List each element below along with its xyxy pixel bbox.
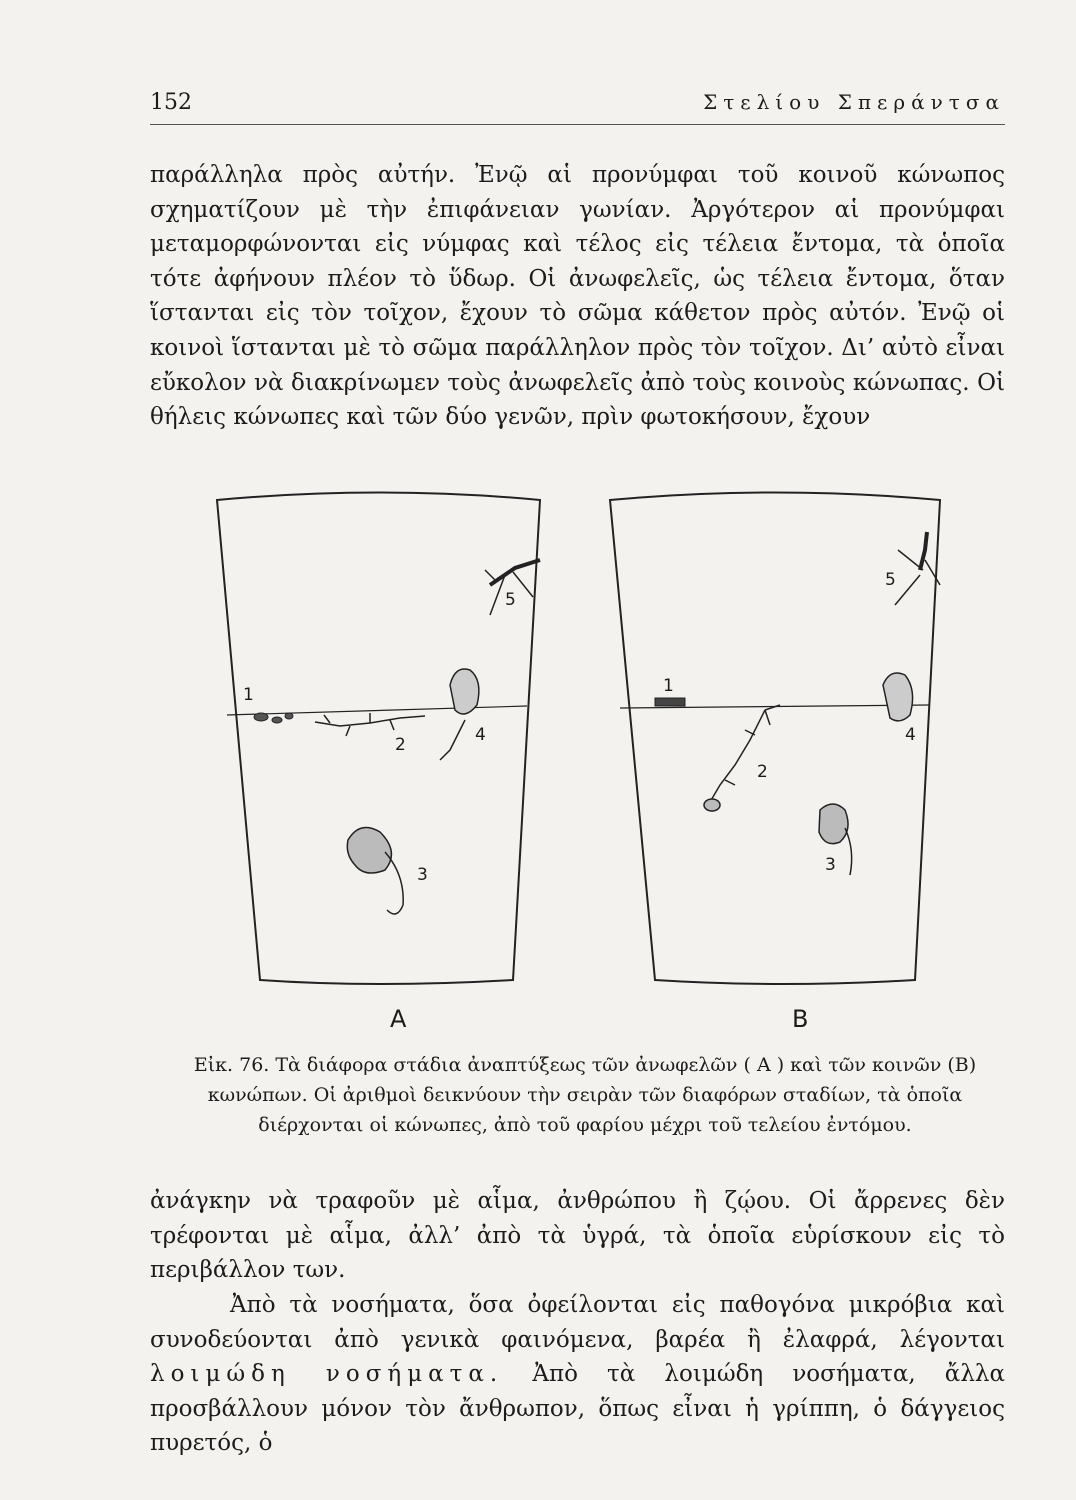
running-head: Στελίου Σπεράντσα xyxy=(703,90,1005,114)
paragraph-bottom-end: Ἀπὸ τὰ λοιμώδη νοσήματα, ἄλλα προσβάλλουν μόνον τὸν ἄνθρωπον, ὅπως εἶναι ἡ γρίππη, ὁ δάγγειος πυρετός, ὁ xyxy=(150,1361,1006,1457)
paragraph-middle: ἀνάγκην νὰ τραφοῦν μὲ αἷμα, ἀνθρώπου ἢ ζῴου. Οἱ ἄρρενες δὲν τρέφονται μὲ αἷμα, ἀλλ’ ἀπὸ τὰ ὑγρά, τὰ ὁποῖα εὑρίσκουν εἰς τὸ περιβάλλον των. xyxy=(150,1188,1005,1284)
paragraph-bottom xyxy=(150,1288,1005,1461)
stage-number-a-3: 3 xyxy=(417,865,428,885)
paragraph-bottom-start: Ἀπὸ τὰ νοσήματα, ὅσα ὀφείλονται εἰς παθογόνα μικρόβια καὶ συνοδεύονται ἀπὸ γενικὰ φαινόμενα, βαρέα ἢ ἐλαφρά, λέγονται xyxy=(150,1292,1005,1353)
term-loimodi-nosimata: λοιμώδη νοσήματα. xyxy=(150,1361,504,1388)
figure-illustration xyxy=(165,480,1025,1040)
anopheles-egg-stage xyxy=(254,713,293,723)
stage-number-a-1: 1 xyxy=(243,685,254,705)
panel-label-a: A xyxy=(390,1005,407,1033)
header-rule xyxy=(150,124,1005,125)
stage-number-b-5: 5 xyxy=(885,570,896,590)
anopheles-larva xyxy=(315,713,425,736)
panel-label-b: B xyxy=(792,1005,809,1033)
figure-caption: Εἰκ. 76. Τὰ διάφορα στάδια ἀναπτύξεως τῶν ἀνωφελῶν ( A ) καὶ τῶν κοινῶν (B) κωνώπων. Οἱ ἀριθμοὶ δεικνύουν τὴν σειρὰν τῶν διαφόρων σταδίων, τὰ ὁποῖα διέρχονται οἱ κώνωπες, ἀπὸ τοῦ φαρίου μέχρι τοῦ τελείου ἐντόμου. xyxy=(193,1054,977,1136)
stage-number-a-5: 5 xyxy=(505,590,516,610)
page-number: 152 xyxy=(150,90,192,115)
stage-number-b-1: 1 xyxy=(663,676,674,696)
glass-b xyxy=(610,493,940,985)
stage-number-a-4: 4 xyxy=(475,725,486,745)
page-header xyxy=(150,90,1005,124)
paragraph-top: παράλληλα πρὸς αὐτήν. Ἐνῷ αἱ προνύμφαι τοῦ κοινοῦ κώνωπος σχηματίζουν μὲ τὴν ἐπιφάνειαν γωνίαν. Ἀργότερον αἱ προνύμφαι μεταμορφώνονται εἰς νύμφας καὶ τέλος εἰς τέλεια ἔντομα, τὰ ὁποῖα τότε ἀφήνουν πλέον τὸ ὕδωρ. Οἱ ἀνωφελεῖς, ὡς τέλεια ἔντομα, ὅταν ἵστανται εἰς τὸν τοῖχον, ἔχουν τὸ σῶμα κάθετον πρὸς αὐτόν. Ἐνῷ οἱ κοινοὶ ἵστανται μὲ τὸ σῶμα παράλληλον πρὸς τὸν τοῖχον. Δι’ αὐτὸ εἶναι εὔκολον νὰ διακρίνωμεν τοὺς ἀνωφελεῖς ἀπὸ τοὺς κοινοὺς κώνωπας. Οἱ θήλεις κώνωπες καὶ τῶν δύο γενῶν, πρὶν φωτοκήσουν, ἔχουν xyxy=(150,162,1005,431)
anopheles-pupa-surface xyxy=(440,669,479,760)
culex-egg-raft xyxy=(655,698,685,706)
culex-larva xyxy=(704,705,780,811)
figure-76 xyxy=(165,480,1025,1040)
stage-number-b-4: 4 xyxy=(905,725,916,745)
culex-adult xyxy=(895,532,940,605)
stage-number-b-3: 3 xyxy=(825,855,836,875)
culex-pupa-surface xyxy=(883,673,913,721)
stage-number-a-2: 2 xyxy=(395,735,406,755)
anopheles-pupa xyxy=(347,828,403,915)
glass-a xyxy=(217,493,540,985)
stage-number-b-2: 2 xyxy=(757,762,768,782)
